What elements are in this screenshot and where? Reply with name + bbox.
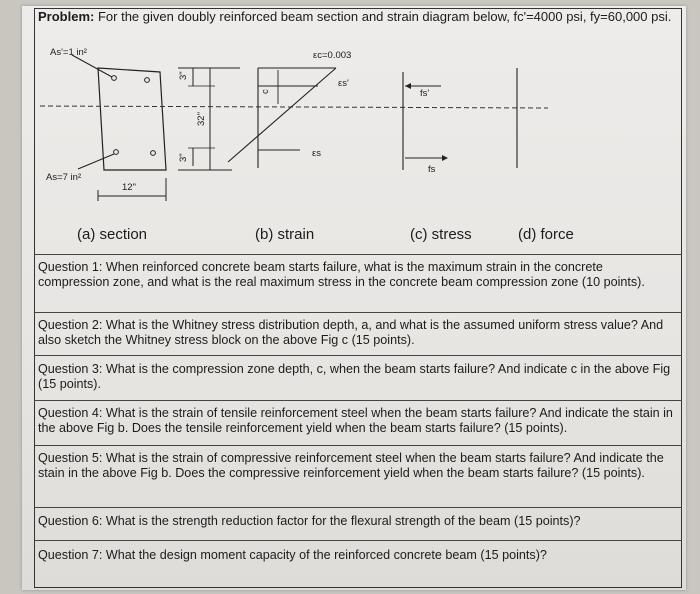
as-prime-label: As'=1 in² xyxy=(50,47,87,58)
width-label: 12" xyxy=(122,182,136,193)
cover-bottom-label: 3" xyxy=(178,153,189,162)
divider xyxy=(34,312,682,313)
bottom-bar-left xyxy=(114,150,119,155)
as-prime-leader xyxy=(72,55,112,77)
divider xyxy=(34,540,682,541)
fig-label-strain: (b) strain xyxy=(255,226,315,243)
divider xyxy=(34,507,682,508)
ec-label: εc=0.003 xyxy=(313,50,352,61)
question-4: Question 4: What is the strain of tensile reinforcement steel when the beam starts failure? And indicate the stain in the above Fig b. Does the tensile reinforcement yield when the beam starts failure? (15 points). xyxy=(38,406,673,435)
c-label: c xyxy=(260,89,271,94)
question-6: Question 6: What is the strength reduction factor for the flexural strength of the beam (15 points)? xyxy=(38,514,581,528)
question-2: Question 2: What is the Whitney stress distribution depth, a, and what is the assumed uniform stress value? And also sketch the Whitney stress block on the above Fig c (15 points). xyxy=(38,318,664,347)
question-5: Question 5: What is the strain of compressive reinforcement steel when the beam starts failure? And indicate the stain in the above Fig b. Does the compressive reinforcement yield when the beam starts failure? (15 points). xyxy=(38,451,664,480)
es-prime-label: εs' xyxy=(338,78,349,89)
question-7: Question 7: What the design moment capacity of the reinforced concrete beam (15 points)? xyxy=(38,548,547,562)
beam-section-outline xyxy=(98,68,166,170)
cover-top-label: 3" xyxy=(178,71,189,80)
fig-label-section: (a) section xyxy=(77,226,148,243)
problem-text: For the given doubly reinforced beam section and strain diagram below, fc'=4000 psi, fy=60,000 psi. xyxy=(97,9,672,24)
question-3: Question 3: What is the compression zone depth, c, when the beam starts failure? And indicate c in the above Fig (15 points). xyxy=(38,362,671,391)
top-bar-right xyxy=(145,78,150,83)
bottom-bar-right xyxy=(151,151,156,156)
fs-label: fs xyxy=(428,164,436,175)
depth-label: 32" xyxy=(196,112,207,126)
question-1: Question 1: When reinforced concrete beam starts failure, what is the maximum strain in the concrete compression zone, and what is the real maximum stress in the concrete beam compression zone (10 points). xyxy=(38,260,645,289)
fs-prime-label: fs' xyxy=(420,88,430,99)
problem-heading: Problem: xyxy=(38,9,95,24)
divider xyxy=(34,400,682,401)
neutral-axis-line xyxy=(40,106,548,108)
divider xyxy=(34,355,682,356)
as-leader xyxy=(78,154,114,169)
es-label: εs xyxy=(312,148,321,159)
divider xyxy=(34,254,682,255)
fig-label-force: (d) force xyxy=(518,226,574,243)
top-bar-left xyxy=(112,76,117,81)
as-label: As=7 in² xyxy=(46,172,82,183)
divider xyxy=(34,445,682,446)
fig-label-stress: (c) stress xyxy=(410,226,472,243)
